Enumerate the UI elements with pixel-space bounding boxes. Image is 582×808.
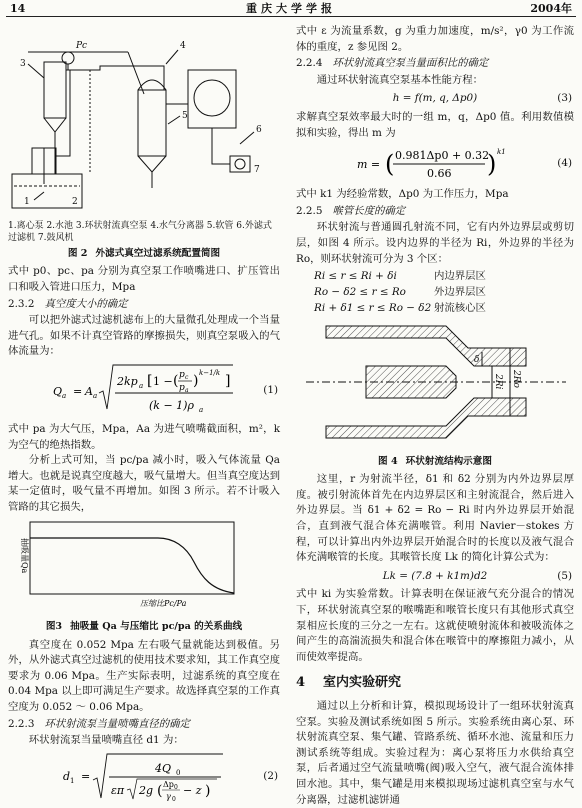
- section-title: 环状射流真空泵当量面积比的确定: [332, 57, 489, 70]
- left-column: [8, 24, 280, 805]
- eq2-lhs: d: [63, 769, 71, 783]
- fig4-label-delta: δ: [474, 355, 480, 366]
- fig2-label-6: 6: [256, 125, 262, 135]
- equation-5: [296, 569, 574, 585]
- svg-text:[: [: [147, 372, 153, 389]
- eq2-gamma: γ: [166, 791, 171, 801]
- section-number: 4: [296, 675, 306, 691]
- equation-4: [296, 144, 574, 184]
- section-number: 2.2.3: [8, 717, 35, 730]
- figure-2-caption: [8, 247, 280, 261]
- paragraph-vacuum-degree: 真空度在 0.052 Mpa 左右吸气量就能达到极值。另外，从外滤式真空过滤机的使用技术要求知，其工作真空度要求为 0.06 Mpa。生产实际表明，过滤系统的真空度在 0.04 Mpa 以上即可满足生产要求。故选择真空泵的工作真空度为 0.052 ～ 0.06 Mpa。: [8, 638, 280, 714]
- eq1-A: A: [85, 384, 93, 398]
- figure-3-caption-number: 图3: [45, 621, 63, 633]
- equation-1-formula: [49, 363, 239, 419]
- fig2-label-7: 7: [254, 165, 260, 175]
- svg-text:): ): [193, 372, 199, 389]
- figure-3-chart: [8, 516, 280, 612]
- zone-item: Ri + δ1 ≤ r ≤ Ro − δ2 射流核心区: [314, 301, 486, 314]
- eq1-den: (k − 1)ρ: [149, 398, 194, 412]
- fig4-label-2ro: 2Ro: [511, 370, 521, 389]
- eq1-exponent: k−1/k: [199, 368, 221, 377]
- svg-text:(: (: [157, 782, 163, 799]
- paragraph-k1: 式中 k1 为经验常数，Δp0 为工作压力，Mpa: [296, 188, 509, 201]
- equation-3-number: (3): [557, 92, 572, 105]
- section-2-2-4-heading: [296, 56, 574, 72]
- eq1-pa: p: [179, 382, 185, 393]
- fig2-label-3: 3: [20, 59, 26, 69]
- eq1-pc: p: [179, 369, 185, 380]
- fig2-label-1: 1: [24, 197, 30, 207]
- journal-name: 重庆大学学报: [246, 2, 336, 15]
- figure-2-diagram: [8, 24, 280, 212]
- eq1-pc-sub: c: [185, 373, 189, 381]
- paragraph-analysis: 分析上式可知，当 pc/pa 减小时，吸入气体流量 Qa 增大。也就是说真空度越大，吸气量增大。但当真空度达到某一定值时，吸气量不再增加。如图 3 所示。若不计吸入管路的其它损失，: [8, 454, 280, 513]
- section-number: 2.3.2: [8, 297, 35, 310]
- paragraph-eq5-notes: 式中 ki 为实验常数。计算表明在保证液气充分混合的情况下，环状射流真空泵的喉嘴距和喉管长度只有其他形式真空泵相应长度的三分之一左右。这就使喷射流体和被吸流体之间产生的高湍流损失和混合体在喉管中的摩擦阻力减小，从而使效率提高。: [296, 588, 574, 663]
- eq2-num: 4Q: [155, 761, 172, 775]
- figure-3-caption-text: 抽吸量 Qa 与压缩比 pc/pa 的关系曲线: [70, 621, 243, 633]
- eq2-dp-sub: 0: [174, 783, 178, 791]
- zone-item: Ri ≤ r ≤ Ri + δi 内边界层区: [314, 270, 486, 283]
- eq1-one-minus: 1 −: [153, 374, 173, 388]
- paragraph-performance: 通过环状射流真空泵基本性能方程：: [316, 73, 484, 86]
- equation-4-formula: [355, 144, 515, 184]
- eq2-num-sub: 0: [176, 768, 181, 777]
- zone-list: [314, 269, 574, 316]
- fig3-xlabel: 压缩比Pc/Pa: [140, 598, 187, 608]
- svg-text:(: (: [385, 150, 395, 179]
- section-2-3-2-heading: [8, 297, 280, 313]
- fig2-label-4: 4: [180, 41, 186, 51]
- year: 2004年: [530, 2, 572, 15]
- paragraph-solve-m: 求解真空泵效率最大时的一组 m，q，Δp0 值。利用数值模拟和实验，得出 m 为: [296, 111, 574, 139]
- equation-2-formula: [59, 752, 229, 802]
- figure-4-caption-text: 环状射流结构示意图: [405, 455, 492, 467]
- fig4-label-2ri: 2Ri: [493, 374, 503, 390]
- equation-3: [296, 91, 574, 107]
- section-title: 真空度大小的确定: [44, 297, 128, 310]
- eq1-A-sub: a: [93, 391, 98, 400]
- eq1-eqsign: =: [73, 384, 83, 398]
- eq2-eqsign: =: [81, 769, 91, 783]
- figure-4-caption-number: 图 4: [378, 455, 398, 467]
- paragraph-boundary-layers: 这里，r 为射流半径，δ1 和 δ2 分别为内外边界层厚度。被引射流体首先在内边界层区和主射流混合，然后进入外边界层。当 δ1 + δ2 = Ro − Ri 时内外边界层开始混合，直到液气混合体充满喉管。利用 Navier－stokes 方程，可以计算出内外边界层开始混合时的长度以及液气混合体充满喉管的长度。其喉管长度 Lk 的简化计算公式为：: [296, 473, 574, 564]
- eq1-lhs-sub: a: [62, 391, 67, 400]
- equation-1-number: (1): [263, 384, 278, 397]
- svg-text:]: ]: [225, 372, 231, 389]
- eq1-pa-sub: a: [185, 386, 189, 394]
- paragraph-eq2-notes: 式中 ε 为流量系数，g 为重力加速度，m/s²，γ0 为工作流体的重度，z 参见图 2。: [296, 25, 574, 53]
- fig2-label-5: 5: [182, 111, 188, 121]
- paragraph-vacuum-intro: 可以把外滤式过滤机滤布上的大量微孔处理成一个当量进气孔。如果不计真空管路的摩擦损失，则真空泵吸入的气体流量为：: [8, 314, 280, 358]
- section-title: 喉管长度的确定: [332, 204, 406, 217]
- svg-text:(: (: [173, 372, 179, 389]
- svg-text:): ): [205, 782, 211, 799]
- equation-5-number: (5): [557, 569, 572, 582]
- eq1-den-sub: a: [199, 405, 204, 414]
- equation-4-number: (4): [557, 157, 572, 170]
- eq2-2g: 2g: [139, 783, 154, 797]
- page-number: 14: [10, 2, 26, 15]
- eq2-minus-z: − z: [183, 783, 202, 797]
- fig2-gauge-symbol: Pc: [76, 41, 88, 51]
- eq4-den: 0.66: [427, 167, 452, 181]
- figure-2-caption-number: 图 2: [67, 247, 88, 259]
- fig3-ylabel: 抽吸量Qa: [20, 537, 29, 573]
- fig3-curve: [30, 538, 234, 593]
- zone-item: Ro − δ2 ≤ r ≤ Ro 外边界层区: [314, 285, 486, 298]
- eq4-num: 0.981Δp0 + 0.32: [395, 149, 490, 163]
- equation-2: [8, 752, 280, 802]
- right-column: [296, 24, 574, 808]
- section-title: 环状射流泵当量喷嘴直径的确定: [44, 717, 190, 730]
- paragraph-eq1-notes: 式中 pa 为大气压，Mpa，Aa 为进气喷嘴截面积，m²，k 为空气的绝热指数。: [8, 422, 280, 451]
- eq1-num-sub: a: [139, 381, 144, 390]
- section-4-heading: [296, 673, 574, 693]
- figure-2-caption-text: 外滤式真空过滤系统配置简图: [95, 247, 221, 259]
- section-number: 2.2.5: [296, 204, 323, 217]
- eq4-lhs: m =: [357, 158, 381, 172]
- page-header: [6, 2, 576, 17]
- eq4-exp: k1: [497, 148, 506, 157]
- eq2-lhs-sub: 1: [70, 776, 75, 785]
- equation-5-formula: Lk = (7.8 + k1m)d2: [382, 569, 488, 582]
- eq1-num-core: 2kp: [117, 374, 138, 388]
- equation-2-number: (2): [263, 770, 278, 783]
- figure-4-diagram: [296, 318, 574, 446]
- eq2-gamma-sub: 0: [172, 795, 176, 802]
- paragraph-annular-jet: 环状射流与普通圆孔射流不同，它有内外边界层或剪切层，如图 4 所示。设内边界的半径为 Ri，外边界的半径为 Ro，则环状射流可分为 3 个区：: [296, 221, 574, 265]
- figure-4-caption: [296, 455, 574, 469]
- section-2-2-3-heading: [8, 717, 280, 733]
- eq2-den-pre: επ: [111, 783, 125, 797]
- figure-3-caption: [8, 620, 280, 634]
- section-number: 2.2.4: [296, 57, 323, 70]
- eq2-dp: Δp: [163, 779, 174, 789]
- equation-3-formula: h = f(m, q, Δp0): [392, 92, 478, 105]
- fig2-label-2: 2: [72, 197, 78, 207]
- svg-text:): ): [487, 150, 497, 179]
- section-title: 室内实验研究: [323, 675, 402, 691]
- paragraph-intro: 式中 p0、pc、pa 分别为真空泵工作喷嘴进口、扩压管出口和吸入管进口压力，Mpa: [8, 265, 280, 293]
- paragraph-experiment: 通过以上分析和计算，模拟现场设计了一组环状射流真空泵。实验及测试系统如图 5 所示。实验系统由离心泵、环状射流真空泵、集气罐、管路系统、循环水池、流量和压力测试系统等组成。实验过程为：离心泵将压力水供给真空泵，后者通过空气流量喷嘴(阀)吸入空气，液气混合流体排回水池。其中，集气罐是用来模拟现场过滤机真空室与水气分离器，过滤机滤饼通: [296, 699, 574, 806]
- section-2-2-5-heading: [296, 204, 574, 220]
- paragraph-nozzle-diameter: 环状射流泵当量喷嘴直径 d1 为：: [28, 734, 184, 747]
- eq1-lhs: Q: [53, 384, 63, 398]
- equation-1: [8, 363, 280, 419]
- figure-2-legend: 1.离心泵 2.水池 3.环状射流真空泵 4.水气分离器 5.软管 6.外滤式过滤机 7.鼓风机: [8, 220, 272, 243]
